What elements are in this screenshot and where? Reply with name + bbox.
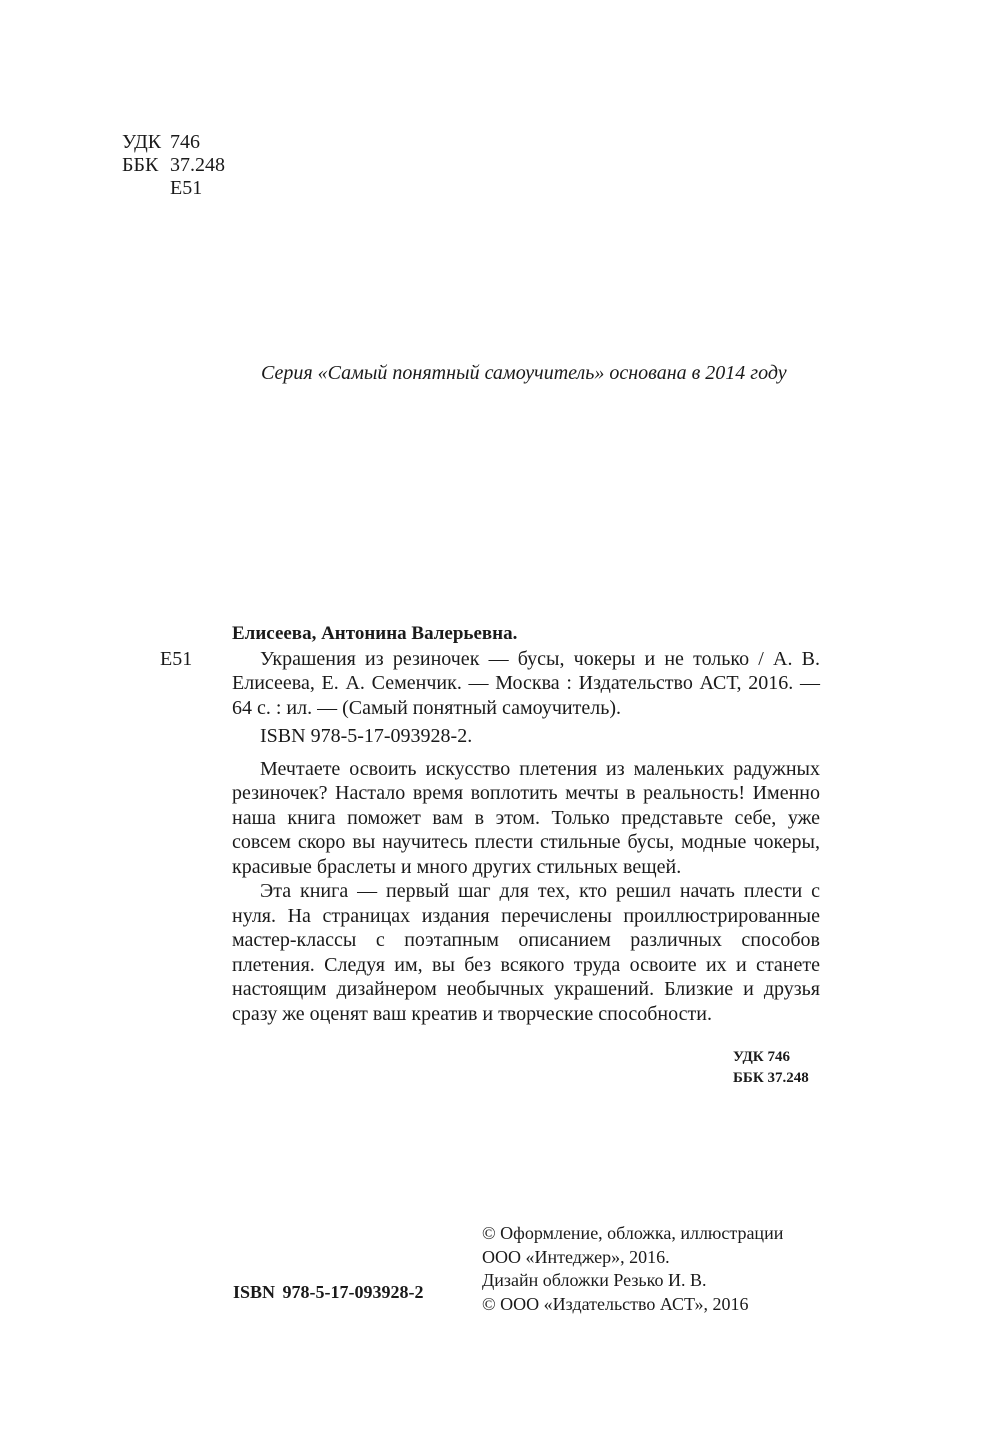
copyright-line: © ООО «Издательство АСТ», 2016: [482, 1293, 749, 1314]
copyright-block: [482, 1222, 783, 1316]
entry-author-mark: Е51: [160, 647, 193, 670]
udk-row: [122, 131, 225, 154]
bibliographic-entry: [160, 647, 820, 721]
annotation-paragraph: Эта книга — первый шаг для тех, кто решил начать плести с нуля. На страницах издания перечислены проиллюстрированные мастер-классы с поэтапным описанием различных способов плетения. Следуя им, вы без всякого труда освоите их и станете настоящим дизайнером необычных украшений. Близкие и друзья сразу же оценят ваш креатив и творческие способности.: [232, 880, 820, 1025]
isbn-line: ISBN 978-5-17-093928-2.: [260, 725, 473, 747]
classification-block-bottom: [733, 1047, 809, 1089]
copyright-line: ООО «Интеджер», 2016.: [482, 1246, 670, 1267]
udk-bottom: УДК 746: [733, 1049, 790, 1065]
author-heading: Елисеева, Антонина Валерьевна.: [232, 623, 518, 644]
author-mark-row: [122, 177, 225, 200]
bbk-row: [122, 154, 225, 177]
copyright-line: Дизайн обложки Резько И. В.: [482, 1270, 707, 1290]
udk-label: УДК: [122, 131, 162, 153]
annotation-paragraph: Мечтаете освоить искусство плетения из маленьких радужных резиночек? Настало время воплотить мечты в реальность! Именно наша книга поможет вам в этом. Только представьте себе, уже совсем скоро вы научитесь плести стильные бусы, модные чокеры, красивые браслеты и много других стильных вещей.: [232, 757, 820, 878]
catalog-entry: [160, 622, 820, 1026]
bbk-value: 37.248: [170, 154, 225, 176]
classification-block-top: [122, 131, 225, 200]
isbn-bottom: ISBN 978-5-17-093928-2: [233, 1282, 424, 1302]
bbk-bottom: ББК 37.248: [733, 1070, 809, 1086]
copyright-line: © Оформление, обложка, иллюстрации: [482, 1223, 784, 1243]
author-mark: Е51: [170, 177, 203, 199]
annotation: [232, 757, 820, 1027]
udk-value: 746: [170, 131, 200, 153]
series-note: Серия «Самый понятный самоучитель» основана в 2014 году: [261, 362, 787, 384]
bibliographic-text: Украшения из резиночек — бусы, чокеры и не только / А. В. Елисеева, Е. А. Семенчик. — Москва : Издательство АСТ, 2016. — 64 с. : ил. — (Самый понятный самоучитель).: [232, 647, 820, 719]
bbk-label: ББК: [122, 154, 159, 176]
